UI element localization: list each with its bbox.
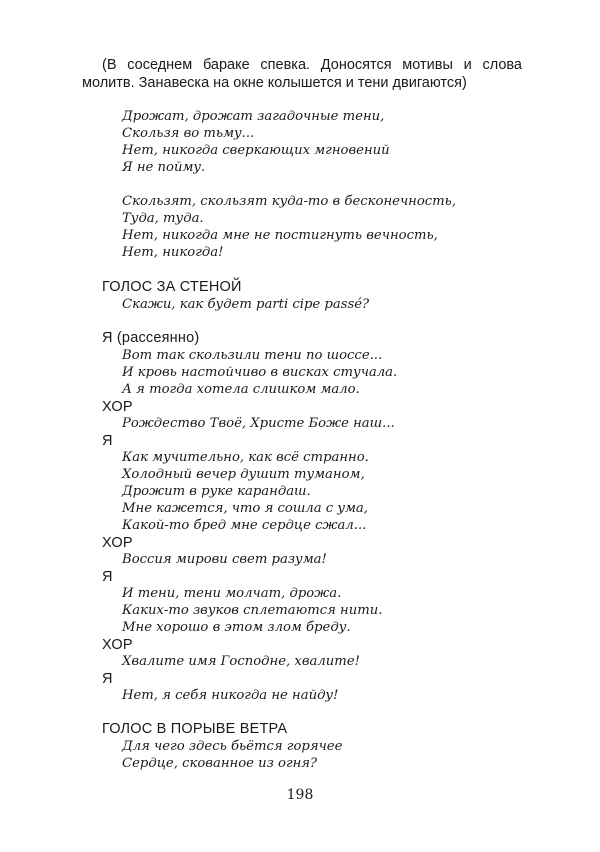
choir-lines xyxy=(122,551,327,568)
me-lines xyxy=(122,449,369,534)
verse-line: Холодный вечер душит туманом, xyxy=(122,467,365,483)
verse-line: Рождество Твоё, Христе Боже наш... xyxy=(122,416,395,431)
verse-line: Я не пойму. xyxy=(122,160,206,176)
stage-direction-line: молитв. Занавеска на окне колышется и тени двигаются) xyxy=(82,75,467,91)
verse-line: Сердце, скованное из огня? xyxy=(122,756,318,772)
stage-direction xyxy=(82,56,522,92)
stanza-1 xyxy=(122,108,390,176)
speaker-me-absent: Я (рассеянно) xyxy=(102,330,200,346)
speaker-choir: ХОР xyxy=(102,535,133,551)
verse-line: Дрожат, дрожат загадочные тени, xyxy=(122,109,385,124)
page-number: 198 xyxy=(286,787,314,803)
speaker-me: Я xyxy=(102,433,113,449)
verse-line: Скажи, как будет parti cipe passé? xyxy=(122,297,370,312)
speaker-wind-voice: ГОЛОС В ПОРЫВЕ ВЕТРА xyxy=(102,721,288,737)
voice-behind-wall-lines xyxy=(122,296,369,313)
verse-line: Мне кажется, что я сошла с ума, xyxy=(122,501,368,517)
verse-line: Нет, никогда сверкающих мгновений xyxy=(122,143,390,159)
verse-line: Воссия мирови свет разума! xyxy=(122,552,327,567)
verse-line: Скользя во тьму... xyxy=(122,126,255,142)
verse-line: Каких-то звуков сплетаются нити. xyxy=(122,603,383,619)
choir-lines xyxy=(122,415,395,432)
verse-line: И тени, тени молчат, дрожа. xyxy=(122,586,342,601)
speaker-choir: ХОР xyxy=(102,637,133,653)
verse-line: Нет, никогда мне не постигнуть вечность, xyxy=(122,228,438,244)
verse-line: И кровь настойчиво в висках стучала. xyxy=(122,365,398,381)
speaker-voice-behind-wall: ГОЛОС ЗА СТЕНОЙ xyxy=(102,279,242,295)
verse-line: Вот так скользили тени по шоссе... xyxy=(122,348,383,363)
choir-lines xyxy=(122,653,360,670)
wind-voice-lines xyxy=(122,738,342,772)
stage-direction-line: (В соседнем бараке спевка. Доносятся мотивы и слова xyxy=(102,57,522,73)
me-absent-lines xyxy=(122,347,397,398)
verse-line: Дрожит в руке карандаш. xyxy=(122,484,311,500)
verse-line: Нет, я себя никогда не найду! xyxy=(122,688,339,703)
me-lines xyxy=(122,687,338,704)
verse-line: Какой-то бред мне сердце сжал... xyxy=(122,518,367,534)
verse-line: Туда, туда. xyxy=(122,211,204,227)
verse-line: Хвалите имя Господне, хвалите! xyxy=(122,654,360,669)
speaker-choir: ХОР xyxy=(102,399,133,415)
verse-line: А я тогда хотела слишком мало. xyxy=(122,382,360,398)
verse-line: Скользят, скользят куда-то в бесконечность, xyxy=(122,194,457,209)
speaker-me: Я xyxy=(102,671,113,687)
stanza-2 xyxy=(122,193,456,261)
speaker-me: Я xyxy=(102,569,113,585)
verse-line: Нет, никогда! xyxy=(122,245,224,261)
verse-line: Мне хорошо в этом злом бреду. xyxy=(122,620,351,636)
verse-line: Как мучительно, как всё странно. xyxy=(122,450,369,465)
me-lines xyxy=(122,585,382,636)
verse-line: Для чего здесь бьётся горячее xyxy=(122,739,343,754)
